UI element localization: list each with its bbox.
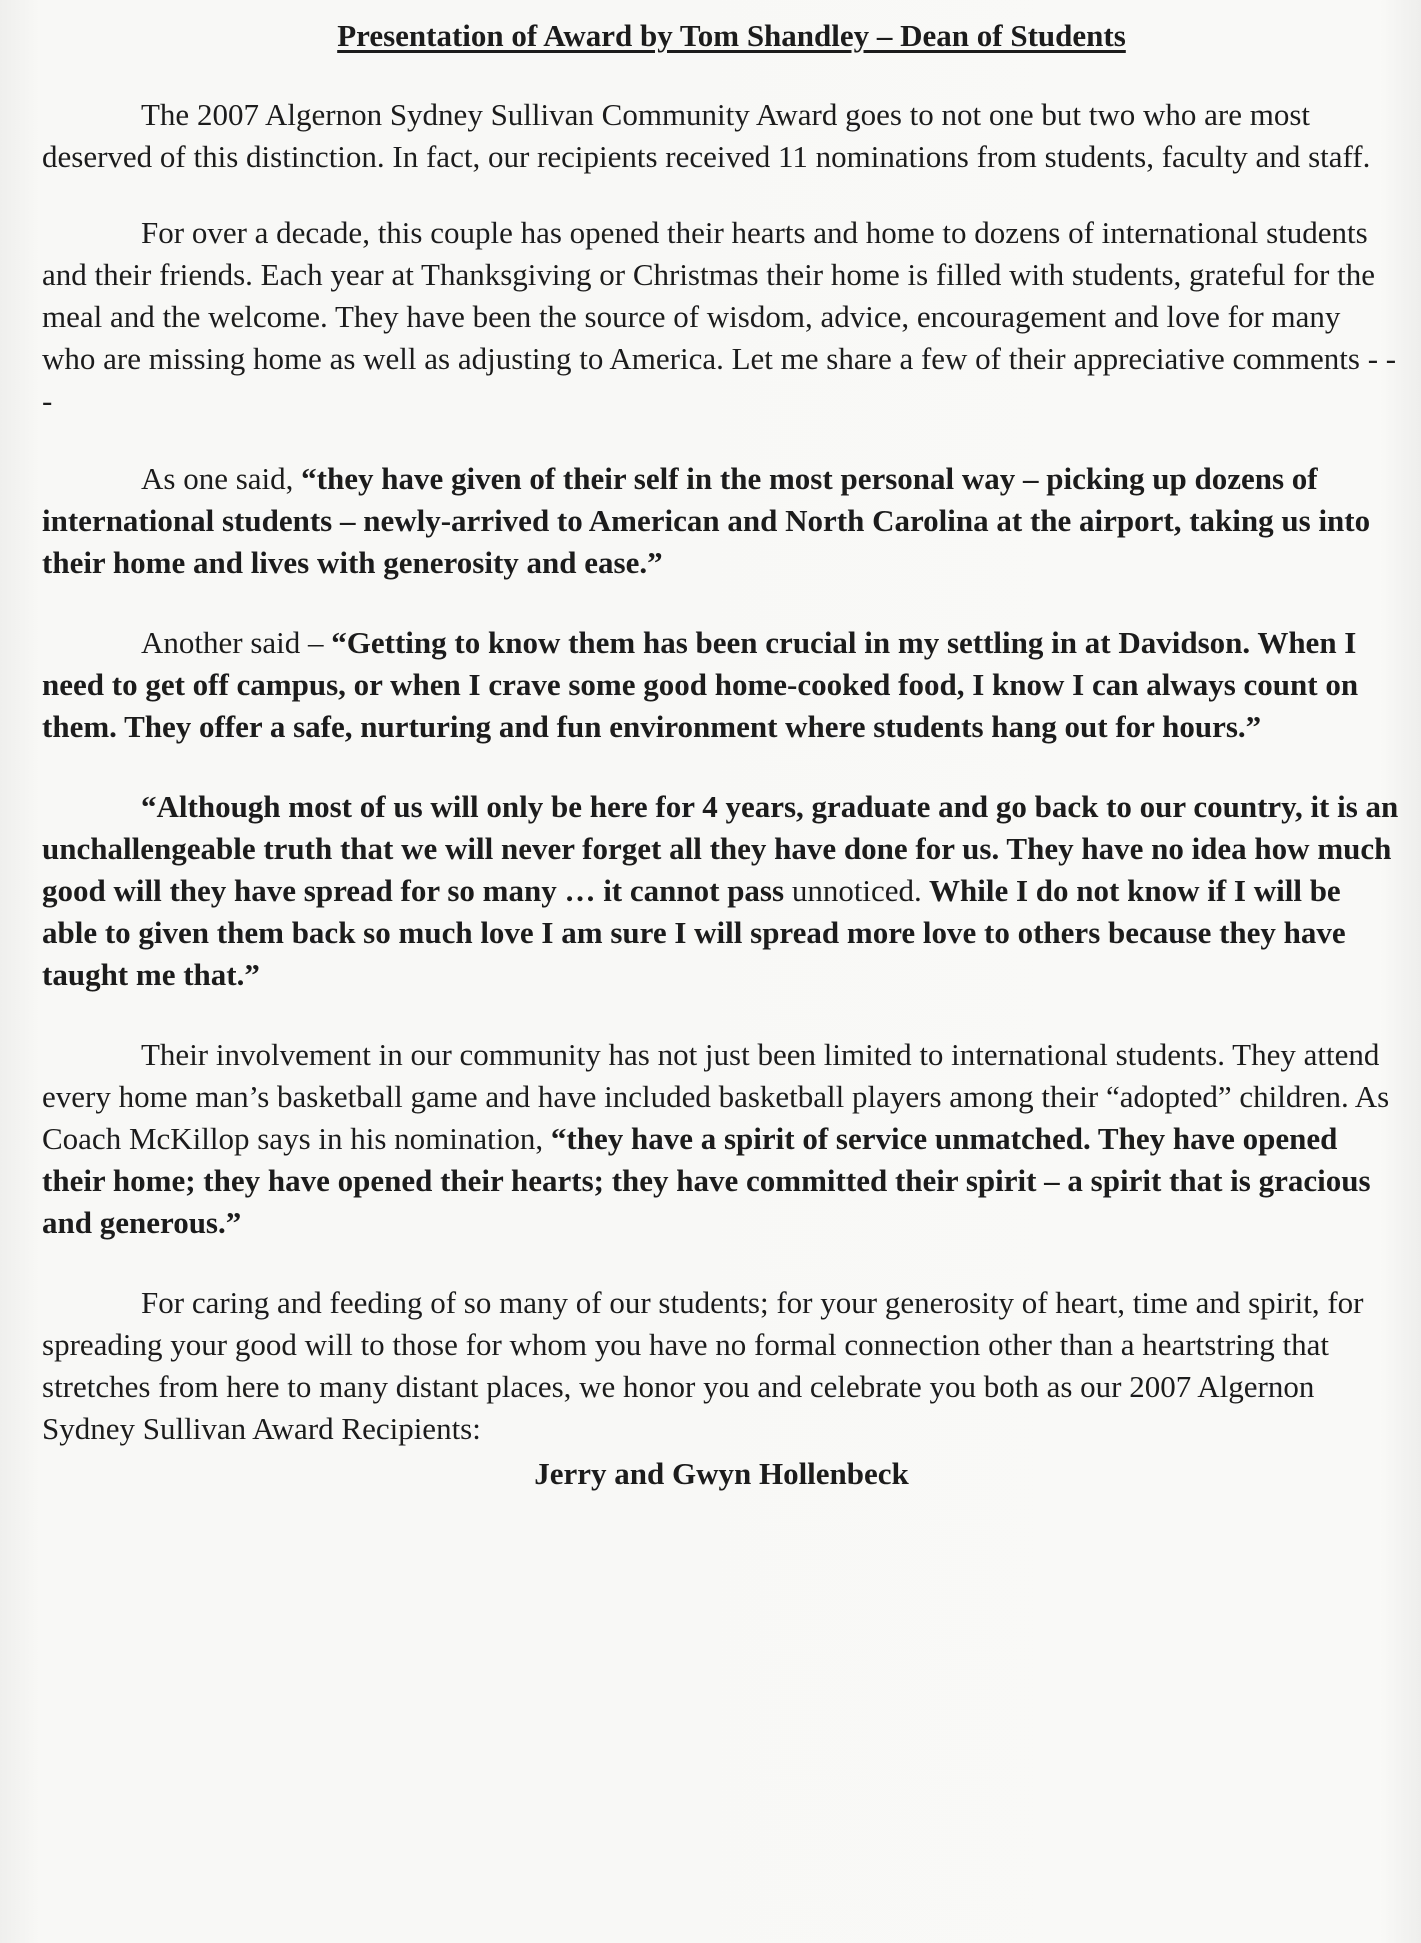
first-comment-intro: As one said, [141, 461, 302, 496]
recipients-names: Jerry and Gwyn Hollenbeck [534, 1456, 909, 1491]
second-comment-intro: Another said – [141, 625, 332, 660]
third-comment-plain-word: unnoticed. [791, 873, 922, 908]
third-comment-quote-part-a: “Although most of us will only be here for 4 years, graduate and go back to our country, it is an unchallengeable truth that we will never forget all they have done for us. They have no idea how much good will they have spread for so many … it cannot pass [42, 789, 1399, 908]
paragraph-couple-description: For over a decade, this couple has opened their hearts and home to dozens of international students and their friends. Each year at Thanksgiving or Christmas their home is filled with students, grateful for the meal and the welcome. They have been the source of wisdom, advice, encouragement and love for many who are missing home as well as adjusting to America. Let me share a few of their appreciative comments - - - [42, 215, 1397, 418]
paragraph-third-comment [42, 786, 1401, 996]
third-comment-quote-part-b: While I do not know if I will be able to given them back so much love I am sure I will spread more love to others because they have taught me that.” [42, 873, 1346, 992]
paragraph-community-involvement [42, 1034, 1401, 1244]
paragraph-closing-honor: For caring and feeding of so many of our students; for your generosity of heart, time and spirit, for spreading your good will to those for whom you have no formal connection other than a heartstring that stretches from here to many distant places, we honor you and celebrate you both as our 2007 Algernon Sydney Sullivan Award Recipients: [42, 1285, 1364, 1446]
paragraph-second-comment [42, 622, 1401, 748]
second-comment-quote: “Getting to know them has been crucial in my settling in at Davidson. When I need to get off campus, or when I crave some good home-cooked food, I know I can always count on them. They offer a safe, nurturing and fun environment where students hang out for hours.” [42, 625, 1359, 744]
coach-quote: “they have a spirit of service unmatched. They have opened their home; they have opened their hearts; they have committed their spirit – a spirit that is gracious and generous.” [42, 1121, 1371, 1240]
paragraph-first-comment [42, 458, 1401, 584]
paragraph-award-intro: The 2007 Algernon Sydney Sullivan Community Award goes to not one but two who are most deserved of this distinction. In fact, our recipients received 11 nominations from students, faculty and staff. [42, 97, 1371, 174]
community-involvement-text: Their involvement in our community has not just been limited to international students. They attend every home man’s basketball game and have included basketball players among their “adopted” children. As Coach McKillop says in his nomination, [42, 1037, 1390, 1156]
first-comment-quote: “they have given of their self in the most personal way – picking up dozens of international students – newly-arrived to American and North Carolina at the airport, taking us into their home and lives with generosity and ease.” [42, 461, 1371, 580]
document-title: Presentation of Award by Tom Shandley – Dean of Students [337, 18, 1126, 53]
